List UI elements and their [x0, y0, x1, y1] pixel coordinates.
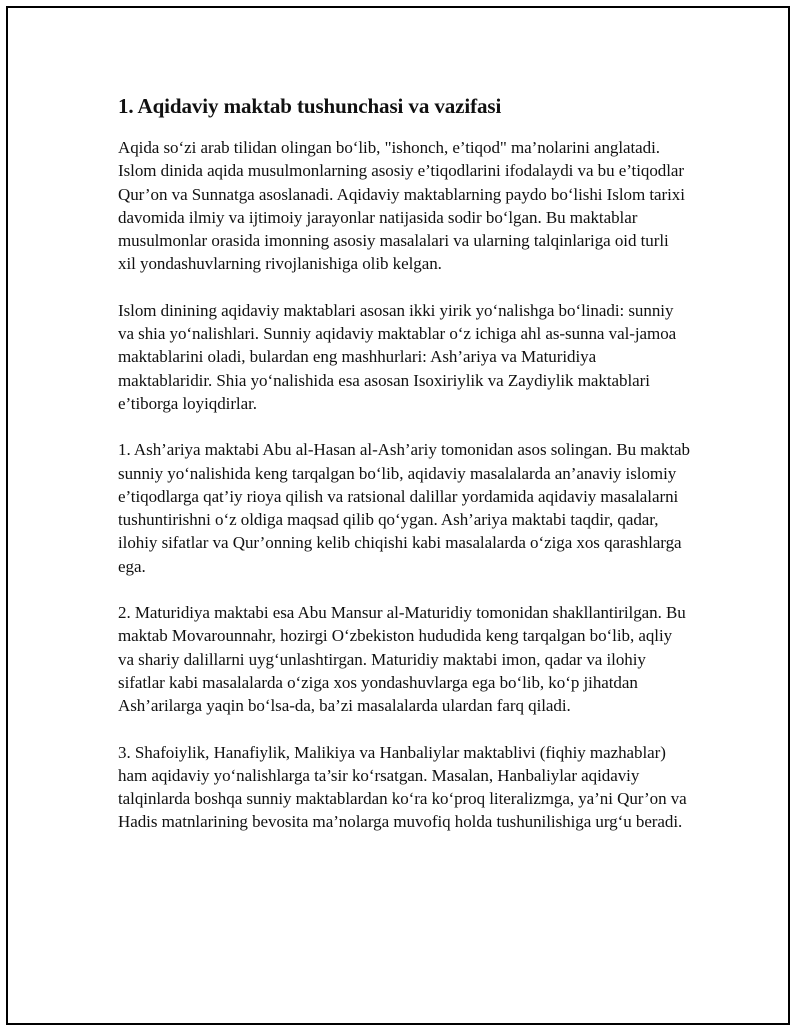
- paragraph-branches: Islom dinining aqidaviy maktablari asosan ikki yirik yo‘nalishga bo‘linadi: sunniy va shia yo‘nalishlari. Sunniy aqidaviy maktablar o‘z ichiga ahl as-sunna val-jamoa maktablarini oladi, bulardan eng mashhurlari: Ash’ariya va Maturidiya maktablaridir. Shia yo‘nalishida esa asosan Isoxiriylik va Zaydiylik maktablari e’tiborga loyiqdirlar.: [118, 300, 677, 413]
- paragraph-maturidia: 2. Maturidiya maktabi esa Abu Mansur al-Maturidiy tomonidan shakllantirilgan. Bu maktab Movarounnahr, hozirgi O‘zbekiston hududida keng tarqalgan bo‘lib, aqliy va shariy dalillarni uyg‘unlashtirgan. Maturidiy maktabi imon, qadar va ilohiy sifatlar kabi masalalarda o‘ziga xos yondashuvlarga ega bo‘lib, ko‘p jihatdan Ash’arilarga yaqin bo‘lsa-da, ba’zi masalalarda ulardan farq qiladi.: [118, 603, 686, 716]
- section-heading: 1. Aqidaviy maktab tushunchasi va vazifasi: [118, 94, 502, 118]
- paragraph-asharia: 1. Ash’ariya maktabi Abu al-Hasan al-Ash’ariy tomonidan asos solingan. Bu maktab sunniy yo‘nalishida keng tarqalgan bo‘lib, aqidaviy masalalarda an’anaviy islomiy e’tiqodlarga qat’iy rioya qilish va ratsional dalillar yordamida aqidaviy masalalarni tushuntirishni o‘z oldiga maqsad qilib qo‘ygan. Ash’ariya maktabi taqdir, qadar, ilohiy sifatlar va Qur’onning kelib chiqishi kabi masalalarda o‘ziga xos qarashlarga ega.: [118, 440, 690, 576]
- document-body: [118, 93, 690, 857]
- paragraph-fiqh-schools: 3. Shafoiylik, Hanafiylik, Malikiya va Hanbaliylar maktablivi (fiqhiy mazhablar) ham aqidaviy yo‘nalishlarga ta’sir ko‘rsatgan. Masalan, Hanbaliylar aqidaviy talqinlarda boshqa sunniy maktablardan ko‘ra ko‘proq literalizmga, ya’ni Qur’on va Hadis matnlarining bevosita ma’nolarga muvofiq holda tushunilishiga urg‘u beradi.: [118, 742, 687, 832]
- paragraph-intro: Aqida so‘zi arab tilidan olingan bo‘lib, "ishonch, e’tiqod" ma’nolarini anglatadi. Islom dinida aqida musulmonlarning asosiy e’tiqodlarini ifodalaydi va bu e’tiqodlar Qur’on va Sunnatga asoslanadi. Aqidaviy maktablarning paydo bo‘lishi Islom tarixi davomida ilmiy va ijtimoiy jarayonlar natijasida sodir bo‘lgan. Bu maktablar musulmonlar orasida imonning asosiy masalalari va ularning talqinlariga oid turli xil yondashuvlarning rivojlanishiga olib kelgan.: [118, 138, 685, 274]
